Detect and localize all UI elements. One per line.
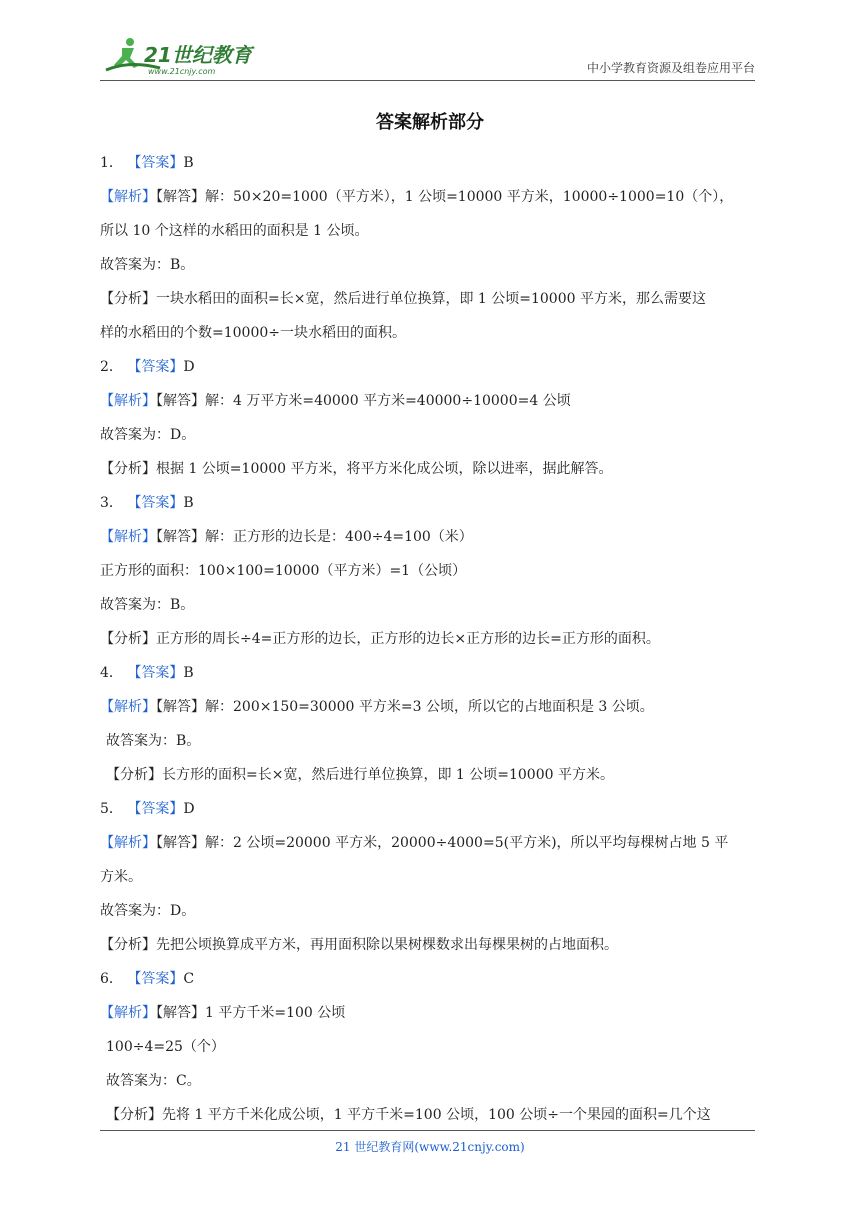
answer-tag: 【答案】	[127, 359, 184, 375]
answer-tag: 【答案】	[127, 665, 184, 681]
solve-tag: 【解答】	[156, 835, 205, 851]
question-number: 1．	[100, 155, 123, 171]
solution-line	[100, 1030, 760, 1064]
question-number: 6．	[100, 971, 123, 987]
conclusion-line	[100, 894, 760, 928]
solution-text: 100÷4=25（个）	[106, 1039, 225, 1055]
solve-tag: 【解答】	[156, 699, 205, 715]
analysis-text: 正方形的周长÷4=正方形的边长，正方形的边长×正方形的边长=正方形的面积。	[156, 631, 660, 647]
solution-text: 解：50×20=1000（平方米），1 公顷=10000 平方米，10000÷1000=10（个），	[205, 189, 734, 205]
answer-value: D	[183, 359, 195, 375]
solve-tag: 【解答】	[156, 189, 205, 205]
solution-text: 解：2 公顷=20000 平方米，20000÷4000=5(平方米)，所以平均每棵树占地 5 平	[205, 835, 729, 851]
analysis-text: 根据 1 公顷=10000 平方米，将平方米化成公顷，除以进率，据此解答。	[156, 461, 613, 477]
conclusion-text: 故答案为：D。	[100, 903, 196, 919]
analysis-text: 样的水稻田的个数=10000÷一块水稻田的面积。	[100, 325, 406, 341]
conclusion-text: 故答案为：B。	[100, 597, 195, 613]
analysis-line	[100, 928, 760, 962]
solution-text: 正方形的面积：100×100=10000（平方米）=1（公顷）	[100, 563, 467, 579]
conclusion-line	[100, 248, 760, 282]
solution-line	[100, 214, 760, 248]
question-number: 3．	[100, 495, 123, 511]
solve-tag: 【解答】	[156, 1005, 205, 1021]
conclusion-line	[100, 1064, 760, 1098]
answer-line	[100, 656, 760, 690]
page-title: 答案解析部分	[376, 112, 484, 133]
conclusion-line	[100, 418, 760, 452]
analysis-tag: 【分析】	[106, 767, 162, 783]
solution-text: 1 平方千米=100 公顷	[205, 1005, 346, 1021]
header-platform-text: 中小学教育资源及组卷应用平台	[586, 61, 755, 75]
solution-text: 解：正方形的边长是：400÷4=100（米）	[205, 529, 473, 545]
answer-line	[100, 486, 760, 520]
answer-value: B	[183, 665, 194, 681]
answer-tag: 【答案】	[127, 155, 184, 171]
explain-tag: 【解析】	[100, 835, 156, 851]
logo-sub-text: www.21cnjy.com	[148, 67, 216, 76]
analysis-line	[100, 452, 760, 486]
explain-tag: 【解析】	[100, 699, 156, 715]
answer-list	[100, 146, 760, 1132]
explain-tag: 【解析】	[100, 529, 156, 545]
analysis-tag: 【分析】	[100, 461, 156, 477]
question-number: 2．	[100, 359, 123, 375]
solve-tag: 【解答】	[156, 529, 205, 545]
analysis-text: 一块水稻田的面积=长×宽，然后进行单位换算，即 1 公顷=10000 平方米，那么需要这	[156, 291, 706, 307]
answer-tag: 【答案】	[127, 971, 184, 987]
solve-tag: 【解答】	[156, 393, 205, 409]
analysis-line	[100, 758, 760, 792]
solution-text: 解：200×150=30000 平方米=3 公顷，所以它的占地面积是 3 公顷。	[205, 699, 654, 715]
conclusion-text: 故答案为：C。	[106, 1073, 201, 1089]
explain-tag: 【解析】	[100, 393, 156, 409]
footer-text: 21 世纪教育网(www.21cnjy.com)	[335, 1140, 525, 1154]
solution-line	[100, 554, 760, 588]
analysis-tag: 【分析】	[100, 937, 156, 953]
solution-line	[100, 860, 760, 894]
solution-text: 解：4 万平方米=40000 平方米=40000÷10000=4 公顷	[205, 393, 571, 409]
explain-tag: 【解析】	[100, 1005, 156, 1021]
answer-line	[100, 792, 760, 826]
solution-text: 方米。	[100, 869, 142, 885]
conclusion-line	[100, 724, 760, 758]
page-header	[100, 32, 755, 81]
analysis-line	[100, 622, 760, 656]
solution-line	[100, 384, 760, 418]
solution-line	[100, 180, 760, 214]
conclusion-text: 故答案为：B。	[100, 257, 195, 273]
answer-line	[100, 962, 760, 996]
answer-value: B	[183, 495, 194, 511]
analysis-line	[100, 316, 760, 350]
conclusion-text: 故答案为：D。	[100, 427, 196, 443]
analysis-line	[100, 282, 760, 316]
solution-line	[100, 996, 760, 1030]
answer-line	[100, 350, 760, 384]
analysis-tag: 【分析】	[106, 1107, 162, 1123]
conclusion-line	[100, 588, 760, 622]
answer-value: C	[183, 971, 195, 987]
solution-line	[100, 826, 760, 860]
analysis-text: 先将 1 平方千米化成公顷，1 平方千米=100 公顷，100 公顷÷一个果园的面积=几个这	[162, 1107, 711, 1123]
conclusion-text: 故答案为：B。	[106, 733, 201, 749]
solution-line	[100, 520, 760, 554]
solution-text: 所以 10 个这样的水稻田的面积是 1 公顷。	[100, 223, 369, 239]
answer-tag: 【答案】	[127, 801, 184, 817]
analysis-text: 长方形的面积=长×宽，然后进行单位换算，即 1 公顷=10000 平方米。	[162, 767, 614, 783]
analysis-tag: 【分析】	[100, 291, 156, 307]
solution-line	[100, 690, 760, 724]
answer-value: D	[183, 801, 195, 817]
analysis-line	[100, 1098, 760, 1132]
analysis-tag: 【分析】	[100, 631, 156, 647]
logo-main-text: 21世纪教育	[144, 43, 252, 67]
footer-divider	[100, 1130, 755, 1131]
answer-line	[100, 146, 760, 180]
question-number: 5．	[100, 801, 123, 817]
answer-tag: 【答案】	[127, 495, 184, 511]
logo-21cnjy	[100, 34, 270, 76]
question-number: 4．	[100, 665, 123, 681]
analysis-text: 先把公顷换算成平方米，再用面积除以果树棵数求出每棵果树的占地面积。	[156, 937, 618, 953]
explain-tag: 【解析】	[100, 189, 156, 205]
answer-value: B	[183, 155, 194, 171]
